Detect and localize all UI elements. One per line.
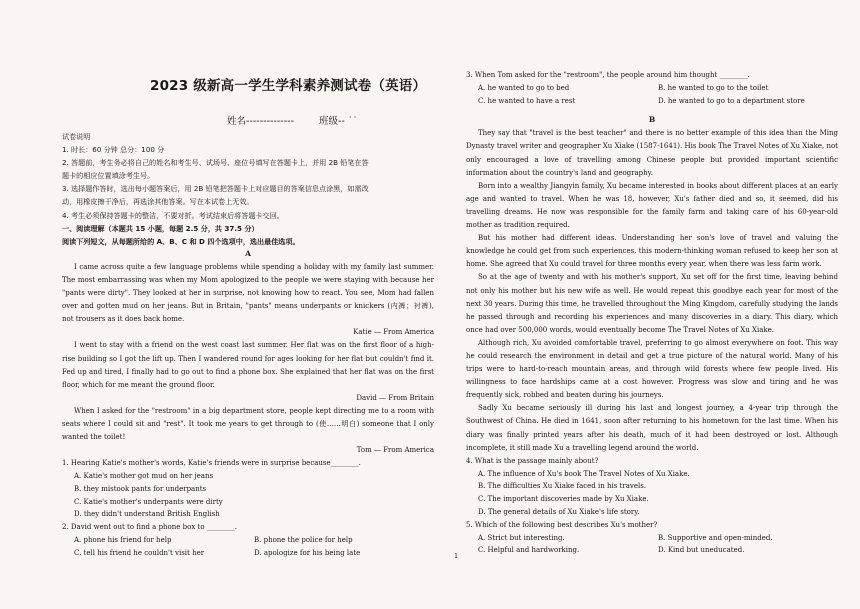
question-option[interactable]: D. Kind but uneducated.: [658, 546, 745, 555]
passage-a: [62, 247, 434, 560]
text-line: years. During this time, he travelled throughout the Ming Kingdom, carefully studying the lands he passed: [466, 299, 838, 321]
question-option[interactable]: B. Supportive and open-minded.: [658, 533, 773, 542]
question-option[interactable]: D. apologize for his being late: [254, 548, 361, 557]
signature-katie: Katie — From America: [353, 328, 434, 337]
text-line: building so I got the lift up. Then I wandered round for ages looking for her flat but couldn't find it. Fed up: [62, 354, 435, 376]
passage-b-paragraph: [466, 232, 838, 271]
question-option[interactable]: C. Katie's mother's underpants were dirty: [74, 497, 223, 506]
name-field-label: 姓名--------------: [227, 116, 294, 127]
text-line: Although rich, Xu avoided comfortable travel, preferring to go almost everywhere on foot. This way: [478, 338, 838, 347]
question-option[interactable]: A. Katie's mother got mud on her jeans: [74, 471, 214, 480]
text-line: "pants were dirty". They looked at her in surprise, not knowing how to react. You see, Mom had fallen: [62, 289, 434, 298]
question-1-options: [62, 470, 434, 521]
instructions: [62, 130, 434, 248]
text-line: I went to stay with a friend on the west coast last summer. Her flat was on the first floor of a high-rise: [62, 341, 434, 363]
question-5-stem: 5. Which of the following best describes Xu's mother?: [466, 520, 658, 529]
text-line: I came across quite a few language problems while spending a holiday with my family last summer.: [74, 263, 434, 271]
instruction-line: 4. 考生必须保持答题卡的整洁，不要对折。考试结束后将答题卡交回。: [62, 210, 284, 220]
text-line: about the country's land and geography.: [509, 168, 653, 177]
question-3-stem: 3. When Tom asked for the "restroom", the people around him thought ________.: [466, 71, 750, 79]
signature-tom: Tom — From America: [356, 446, 434, 455]
text-line: he could research the environment in detail and get a true picture of the natural world. Many of his trips: [466, 351, 838, 374]
question-option[interactable]: B. phone the police for help: [254, 535, 353, 544]
text-line: wanted the toilet!: [62, 433, 126, 442]
question-option[interactable]: A. The influence of Xu's book The Travel Notes of Xu Xiake.: [478, 469, 690, 478]
passage-b-label: B: [648, 115, 656, 125]
right-column: [466, 69, 838, 557]
question-option[interactable]: D. they didn't understand British English: [74, 510, 220, 519]
instruction-line: 动，用橡皮擦干净后，再选涂其他答案。写在本试卷上无效。: [62, 197, 254, 207]
question-option[interactable]: B. he wanted to go to the toilet: [658, 83, 769, 92]
signature-david: David — From Britain: [356, 393, 434, 402]
question-option[interactable]: C. he wanted to have a rest: [478, 96, 576, 105]
student-info-line: [227, 113, 379, 127]
question-option[interactable]: D. he wanted to go to a department store: [658, 96, 805, 105]
question-4-options: [466, 468, 838, 519]
section-heading: 一、阅读理解（本题共 15 小题，每题 2.5 分，共 37.5 分）: [62, 223, 259, 233]
exam-title: 2023 级新高一学生学科素养测试卷（英语）: [150, 78, 427, 94]
text-line: only his mother but his new wife as well. He would repeat this goodbye each year for most of the next 30: [466, 286, 838, 308]
text-line: seats where I could sit and "rest". It took me years to get through to (使……明白) someone that I only: [62, 419, 434, 428]
passage-b-paragraph: [466, 180, 838, 232]
text-line: So at the age of twenty and with his mother's support, Xu set off for the first time, leaving behind not: [466, 273, 838, 295]
instructions-heading: 试卷说明: [62, 132, 91, 141]
class-field-label: 班级-- ˙˙: [319, 116, 358, 127]
text-line: They say that "travel is the best teacher" and there is no better example of this idea than the Ming: [478, 129, 838, 138]
text-line: and tired, I finally had to go out to find a phone box. She explained that her flat was on the first floor,: [62, 367, 434, 389]
question-option[interactable]: D. The general details of Xu Xiake's life story.: [478, 507, 640, 516]
question-2-stem: 2. David went out to find a phone box to ________.: [62, 523, 237, 532]
instruction-line: 2. 答题前，考生务必将自己的姓名和考生号、试场号、座位号填写在答题卡上，并用 2B 铅笔在答: [62, 158, 369, 168]
passage-a-paragraph-tom: [62, 405, 434, 444]
text-line: trousers as it does back home.: [75, 315, 185, 324]
passage-b-paragraph: [466, 271, 838, 336]
question-option[interactable]: C. Helpful and hardworking.: [478, 546, 580, 555]
question-option[interactable]: A. Strict but interesting.: [478, 533, 565, 542]
passage-a-paragraph-david: [62, 339, 434, 391]
instruction-line: 1. 时长：60 分钟 总分：100 分: [62, 145, 165, 155]
text-line: he could get from such experiences, this modern-thinking woman refused to keep her son at home. She: [466, 247, 838, 269]
text-line: were to hard-to-reach mountain areas, and through wild forests where few people lived. His willingness to: [466, 365, 838, 387]
question-option[interactable]: C. The important discoveries made by Xu Xiake.: [478, 495, 649, 504]
question-4-stem: 4. What is the passage mainly about?: [466, 456, 599, 465]
text-line: finally printed years after his death, much of it had been destroyed or lost. Although incomplete, it still: [466, 430, 838, 452]
text-line: of China. He died in 1641, soon after returning to his hometown for the last time. When his diary was: [466, 417, 838, 439]
passage-b-paragraph: [466, 127, 838, 179]
passage-b-paragraph: [466, 337, 838, 402]
text-line: The most embarrassing was when my Mom apologized to the people we were staying with because her: [62, 276, 434, 285]
text-line: But his mother had different ideas. Understanding her son's love of travel and valuing the knowledge: [466, 234, 838, 256]
question-option[interactable]: C. tell his friend he couldn't visit her: [74, 548, 205, 557]
question-2-options: [62, 534, 434, 560]
text-line: through and recording his experiences and many discoveries in a diary. This diary, which once had over: [466, 312, 838, 334]
text-line: only encouraged a love of travelling among Chinese people but provided important scientific information: [466, 155, 838, 177]
question-option[interactable]: B. they mistook pants for underpants: [74, 484, 207, 493]
text-line: which for me meant the ground floor.: [82, 380, 215, 389]
page-number: 1: [454, 552, 459, 560]
question-1-stem: 1. Hearing Katie's mother's words, Katie's friends were in surprise because________.: [62, 459, 361, 468]
question-option[interactable]: B. The difficulties Xu Xiake faced in his travels.: [478, 482, 647, 491]
text-line: Dynasty travel writer and geographer Xu Xiake (1587-1641). His book The Travel Notes of Xu Xiake, not: [466, 142, 838, 151]
text-line: over and gotten mud on her jeans. But in Britain, "pants" means underpants or knickers (内裤；衬裤), not: [62, 302, 434, 324]
question-5-options: [466, 532, 838, 558]
text-line: 500,000 words, would eventually become The Travel Notes of Xu Xiake.: [518, 325, 775, 334]
passage-a-paragraph-katie: [62, 261, 434, 326]
text-line: age and wanted to travel. When he was 18, however, Xu's father died and so, it seemed, did his travelling: [466, 194, 838, 216]
question-option[interactable]: A. he wanted to go to bed: [478, 83, 570, 92]
text-line: dreams. He now was responsible for the family farm and taking care of his 60-year-old mother as tradition: [466, 207, 838, 230]
text-line: face hardships came at a cost however. Progress was slow and tiring and he was frequently sick, robbed: [466, 378, 839, 400]
passage-a-label: A: [245, 249, 251, 258]
text-line: agreed that Xu could travel for three months every year, when there was less farm work.: [505, 260, 822, 269]
question-3-options: [466, 82, 838, 108]
text-line: and beaten during his journeys.: [550, 391, 664, 400]
instruction-line: 3. 选择题作答时，选出每小题答案后，用 2B 铅笔把答题卡上对应题目的答案信息点涂黑，如需改: [62, 184, 369, 194]
instruction-line: 题卡的相应位置填涂考生号。: [62, 171, 155, 181]
text-line: Born into a wealthy Jiangyin family, Xu became interested in books about different places at an early: [478, 181, 838, 190]
text-line: required.: [536, 221, 570, 230]
section-direction: 阅读下列短文，从每题所给的 A、B、C 和 D 四个选项中，选出最佳选项。: [62, 236, 300, 246]
text-line: Sadly Xu became seriously ill during his last and longest journey, a 4-year trip through the Southwest: [466, 404, 838, 426]
passage-b-paragraph: [466, 402, 838, 454]
text-line: made Xu a travelling legend around the world.: [532, 443, 699, 452]
question-option[interactable]: A. phone his friend for help: [74, 535, 172, 544]
text-line: When I asked for the "restroom" in a big department store, people kept directing me to a room with: [74, 406, 434, 415]
